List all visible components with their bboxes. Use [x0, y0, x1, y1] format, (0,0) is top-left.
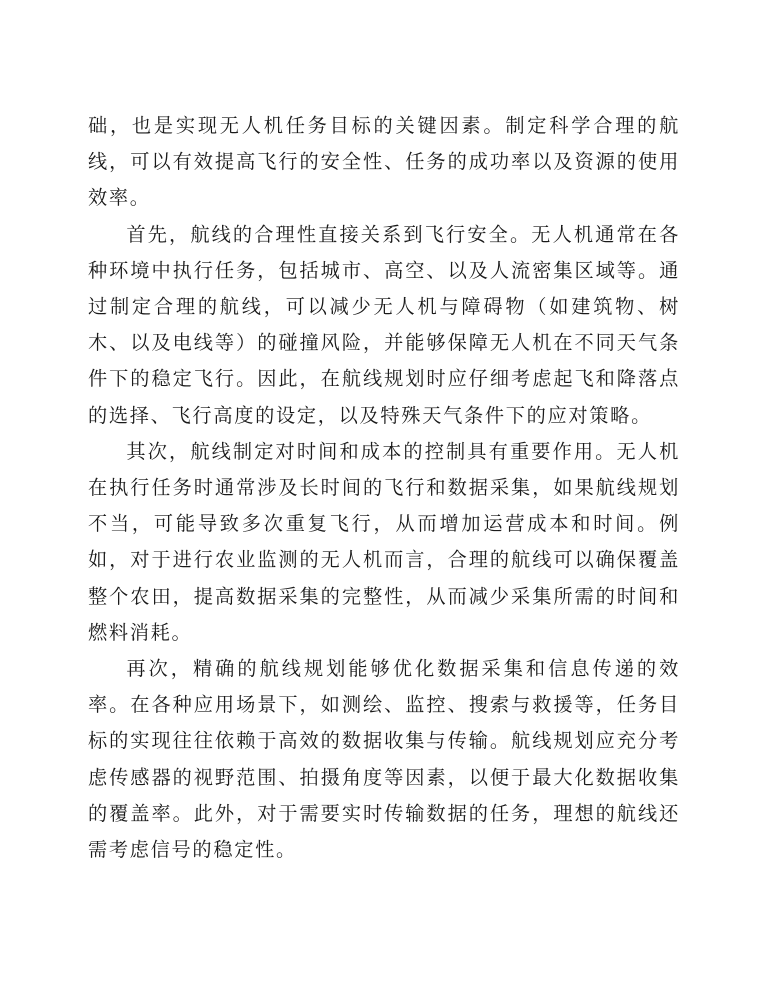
- paragraph-continuation: 础，也是实现无人机任务目标的关键因素。制定科学合理的航线，可以有效提高飞行的安全性、任务的成功率以及资源的使用效率。: [88, 114, 680, 210]
- paragraph-flight-safety: 首先，航线的合理性直接关系到飞行安全。无人机通常在各种环境中执行任务，包括城市、高空、以及人流密集区域等。通过制定合理的航线，可以减少无人机与障碍物（如建筑物、树木、以及电线等）的碰撞风险，并能够保障无人机在不同天气条件下的稳定飞行。因此，在航线规划时应仔细考虑起飞和降落点的选择、飞行高度的设定，以及特殊天气条件下的应对策略。: [88, 222, 680, 427]
- paragraph-time-cost: 其次，航线制定对时间和成本的控制具有重要作用。无人机在执行任务时通常涉及长时间的飞行和数据采集，如果航线规划不当，可能导致多次重复飞行，从而增加运营成本和时间。例如，对于进行农业监测的无人机而言，合理的航线可以确保覆盖整个农田，提高数据采集的完整性，从而减少采集所需的时间和燃料消耗。: [88, 439, 680, 644]
- paragraph-data-efficiency: 再次，精确的航线规划能够优化数据采集和信息传递的效率。在各种应用场景下，如测绘、监控、搜索与救援等，任务目标的实现往往依赖于高效的数据收集与传输。航线规划应充分考虑传感器的视野范围、拍摄角度等因素，以便于最大化数据收集的覆盖率。此外，对于需要实时传输数据的任务，理想的航线还需考虑信号的稳定性。: [88, 657, 680, 862]
